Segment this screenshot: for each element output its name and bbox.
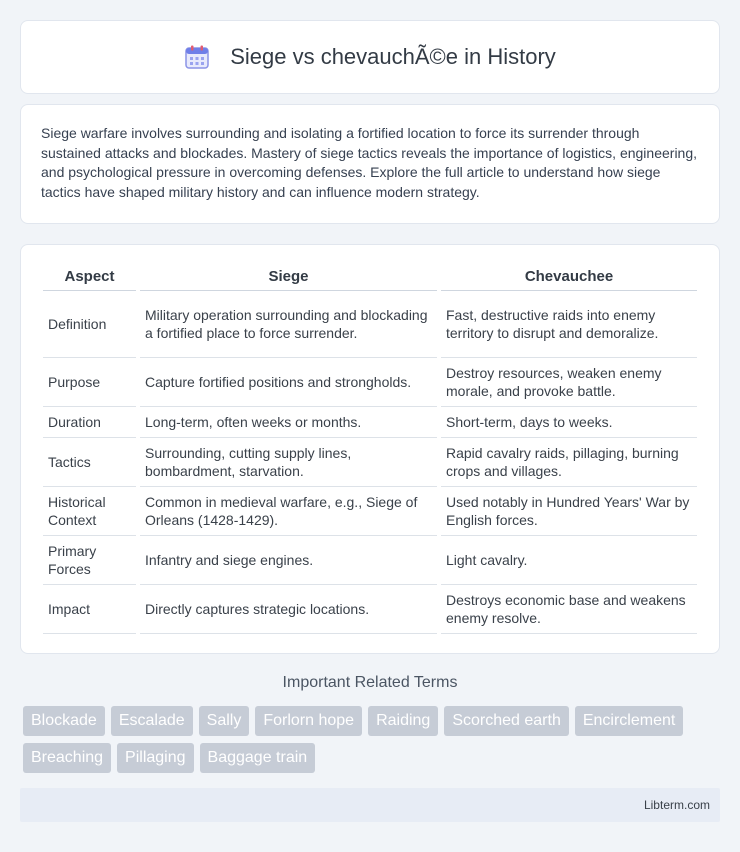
cell-siege: Military operation surrounding and blockading a fortified place to force surrender. — [140, 291, 437, 358]
cell-siege: Long-term, often weeks or months. — [140, 407, 437, 438]
table-row — [43, 438, 697, 487]
cell-chevauchee: Fast, destructive raids into enemy territory to disrupt and demoralize. — [441, 291, 697, 358]
cell-aspect: Impact — [43, 585, 136, 634]
tag-sally[interactable]: Sally — [199, 706, 250, 736]
column-header-aspect: Aspect — [43, 263, 136, 291]
tag-forlorn-hope[interactable]: Forlorn hope — [255, 706, 362, 736]
cell-chevauchee: Destroy resources, weaken enemy morale, and provoke battle. — [441, 358, 697, 407]
tag-encirclement[interactable]: Encirclement — [575, 706, 683, 736]
intro-text: Siege warfare involves surrounding and isolating a fortified location to force its surrender through sustained attacks and blockades. Mastery of siege tactics reveals the importance of logistics, engineering, and psychological pressure in overcoming defenses. Explore the full article to understand how siege tactics have shaped military history and can influence modern strategy. — [41, 125, 698, 200]
related-terms-list — [20, 706, 720, 773]
related-terms-title: Important Related Terms — [282, 674, 458, 691]
page-title: Siege vs chevauchÃ©e in History — [230, 44, 556, 69]
column-header-chevauchee: Chevauchee — [441, 263, 697, 291]
table-row — [43, 487, 697, 536]
cell-aspect: Definition — [43, 291, 136, 358]
tag-scorched-earth[interactable]: Scorched earth — [444, 706, 569, 736]
cell-aspect: Primary Forces — [43, 536, 136, 585]
calendar-icon — [184, 44, 210, 70]
table-row — [43, 291, 697, 358]
cell-chevauchee: Rapid cavalry raids, pillaging, burning crops and villages. — [441, 438, 697, 487]
cell-chevauchee: Short-term, days to weeks. — [441, 407, 697, 438]
intro-card — [20, 104, 720, 224]
tag-baggage-train[interactable]: Baggage train — [200, 743, 316, 773]
comparison-table — [39, 263, 701, 634]
footer — [20, 788, 720, 822]
comparison-card — [20, 244, 720, 654]
tag-escalade[interactable]: Escalade — [111, 706, 193, 736]
cell-chevauchee: Used notably in Hundred Years' War by English forces. — [441, 487, 697, 536]
cell-siege: Directly captures strategic locations. — [140, 585, 437, 634]
cell-siege: Infantry and siege engines. — [140, 536, 437, 585]
footer-site-link[interactable]: Libterm.com — [643, 798, 710, 812]
cell-siege: Capture fortified positions and strongholds. — [140, 358, 437, 407]
cell-siege: Common in medieval warfare, e.g., Siege of Orleans (1428-1429). — [140, 487, 437, 536]
tag-pillaging[interactable]: Pillaging — [117, 743, 193, 773]
cell-chevauchee: Light cavalry. — [441, 536, 697, 585]
table-row — [43, 536, 697, 585]
column-header-siege: Siege — [140, 263, 437, 291]
table-row — [43, 585, 697, 634]
tag-raiding[interactable]: Raiding — [368, 706, 438, 736]
table-header-row — [43, 263, 697, 291]
table-row — [43, 358, 697, 407]
tag-breaching[interactable]: Breaching — [23, 743, 111, 773]
header — [20, 20, 720, 94]
table-row — [43, 407, 697, 438]
cell-aspect: Purpose — [43, 358, 136, 407]
cell-aspect: Tactics — [43, 438, 136, 487]
tag-blockade[interactable]: Blockade — [23, 706, 105, 736]
cell-aspect: Duration — [43, 407, 136, 438]
cell-chevauchee: Destroys economic base and weakens enemy resolve. — [441, 585, 697, 634]
cell-aspect: Historical Context — [43, 487, 136, 536]
cell-siege: Surrounding, cutting supply lines, bombardment, starvation. — [140, 438, 437, 487]
